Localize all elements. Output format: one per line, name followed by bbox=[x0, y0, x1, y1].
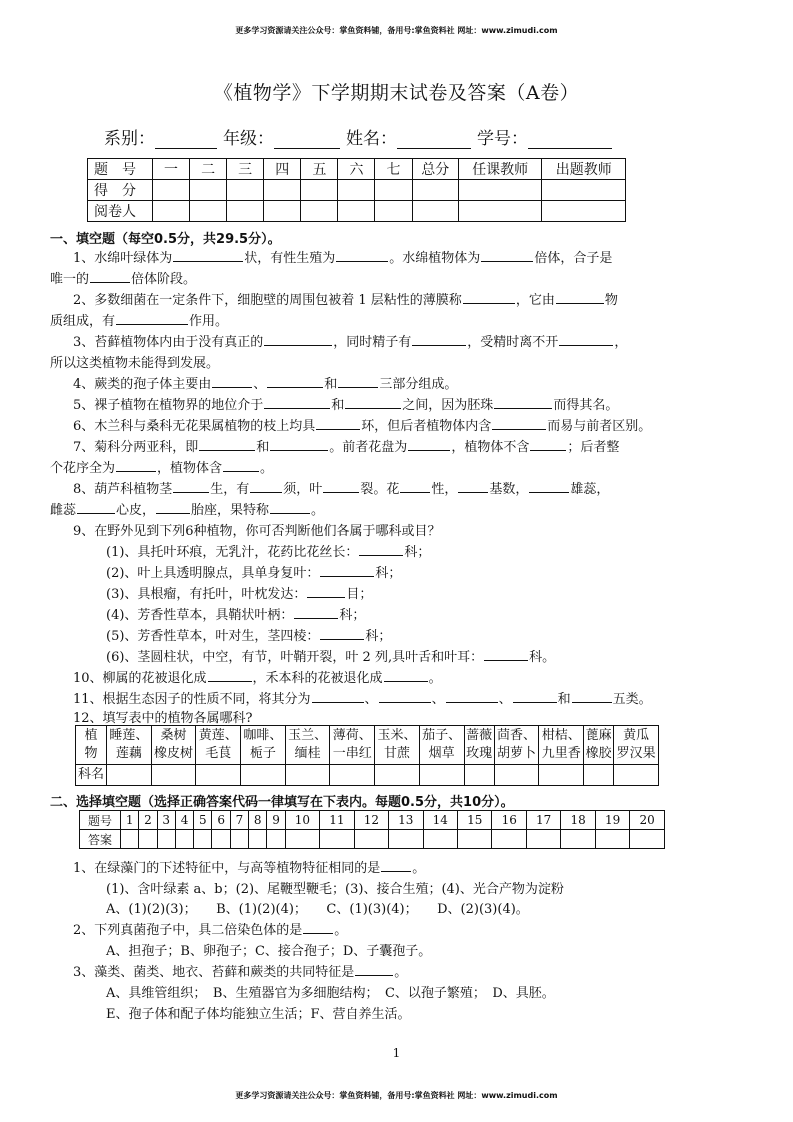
answer-table-row-label: 题号 bbox=[80, 811, 121, 830]
answer-blank[interactable] bbox=[379, 690, 431, 703]
answer-blank[interactable] bbox=[530, 438, 566, 451]
dept-label: 系别： bbox=[104, 129, 155, 149]
question-number: 5 bbox=[194, 811, 212, 830]
answer-blank[interactable] bbox=[338, 375, 378, 388]
answer-blank[interactable] bbox=[408, 438, 450, 451]
answer-cell[interactable] bbox=[458, 830, 492, 849]
grade-field[interactable] bbox=[274, 131, 340, 149]
grader-cell[interactable] bbox=[301, 201, 338, 222]
score-table-row-label: 得 分 bbox=[88, 180, 153, 201]
answer-blank[interactable] bbox=[208, 669, 252, 682]
answer-cell[interactable] bbox=[249, 830, 267, 849]
answer-blank[interactable] bbox=[173, 480, 209, 493]
answer-cell[interactable] bbox=[389, 830, 423, 849]
answer-blank[interactable] bbox=[116, 459, 156, 472]
question-number: 12 bbox=[354, 811, 388, 830]
question-7-cont: 个花序全为 ，植物体含 。 bbox=[50, 461, 274, 476]
question-1-cont: 唯一的 倍体阶段。 bbox=[50, 272, 197, 287]
score-cell[interactable] bbox=[458, 180, 541, 201]
question-9-item: (2)、叶上具透明腺点，具单身复叶： 科； bbox=[106, 566, 402, 581]
question-6: 6、木兰科与桑科无花果属植物的枝上均具 环，但后者植物体内含 而易与前者区别。 bbox=[73, 419, 652, 434]
plant-name-cell: 玉兰、 缅桂 bbox=[285, 726, 330, 765]
score-table-header: 四 bbox=[264, 159, 301, 180]
choice-question-3-options-cont: E、孢子体和配子体均能独立生活；F、营自养生活。 bbox=[106, 1007, 411, 1022]
grader-cell[interactable] bbox=[338, 201, 375, 222]
question-number: 19 bbox=[595, 811, 629, 830]
answer-cell[interactable] bbox=[285, 830, 319, 849]
question-number: 9 bbox=[267, 811, 285, 830]
answer-blank[interactable] bbox=[116, 312, 188, 325]
answer-blank[interactable] bbox=[312, 690, 364, 703]
score-table-header: 总分 bbox=[412, 159, 458, 180]
plant-name-cell: 睡莲、 莲藕 bbox=[107, 726, 152, 765]
answer-cell[interactable] bbox=[526, 830, 560, 849]
plant-table-row-label: 科名 bbox=[76, 765, 107, 786]
id-field[interactable] bbox=[528, 131, 612, 149]
question-3: 3、苔藓植物体内由于没有真正的 ，同时精子有 ，受精时离不开 ， bbox=[73, 335, 628, 350]
answer-blank[interactable] bbox=[355, 963, 393, 976]
answer-blank[interactable] bbox=[458, 480, 488, 493]
family-answer-cell[interactable] bbox=[375, 765, 420, 786]
score-table-header: 五 bbox=[301, 159, 338, 180]
answer-blank[interactable] bbox=[492, 417, 546, 430]
plant-name-cell: 茄子、 烟草 bbox=[419, 726, 464, 765]
grader-cell[interactable] bbox=[458, 201, 541, 222]
answer-cell[interactable] bbox=[157, 830, 175, 849]
answer-blank[interactable] bbox=[572, 690, 612, 703]
plant-name-cell: 蓖麻 橡胶 bbox=[584, 726, 614, 765]
family-answer-cell[interactable] bbox=[241, 765, 286, 786]
answer-blank[interactable] bbox=[484, 648, 528, 661]
question-2: 2、多数细菌在一定条件下，细胞壁的周围包被着 1 层粘性的薄膜称 ，它由 物 bbox=[73, 293, 618, 308]
score-table-header: 二 bbox=[190, 159, 227, 180]
score-table bbox=[87, 158, 626, 222]
answer-blank[interactable] bbox=[270, 438, 328, 451]
answer-blank[interactable] bbox=[559, 333, 613, 346]
question-number: 4 bbox=[175, 811, 193, 830]
question-number: 7 bbox=[230, 811, 248, 830]
question-9-item: (3)、具根瘤，有托叶，叶枕发达： 目； bbox=[106, 587, 373, 602]
question-9-item: (1)、具托叶环痕，无乳汁，花药比花丝长： 科； bbox=[106, 545, 431, 560]
answer-blank[interactable] bbox=[336, 249, 388, 262]
question-number: 15 bbox=[458, 811, 492, 830]
answer-blank[interactable] bbox=[264, 333, 332, 346]
choice-question-2-options: A、担孢子；B、卵孢子；C、接合孢子；D、子囊孢子。 bbox=[106, 944, 432, 959]
answer-blank[interactable] bbox=[173, 249, 243, 262]
plant-name-cell: 玉米、 甘蔗 bbox=[375, 726, 420, 765]
answer-cell[interactable] bbox=[492, 830, 526, 849]
plant-name-cell: 黄瓜 罗汉果 bbox=[614, 726, 659, 765]
id-label: 学号： bbox=[477, 129, 528, 149]
question-number: 16 bbox=[492, 811, 526, 830]
answer-cell[interactable] bbox=[630, 830, 665, 849]
question-8: 8、葫芦科植物茎 生，有 须，叶 裂。花 性， 基数， 雄蕊， bbox=[73, 482, 610, 497]
answer-blank[interactable] bbox=[359, 543, 403, 556]
plant-table bbox=[75, 725, 659, 786]
question-number: 14 bbox=[423, 811, 457, 830]
question-8-cont: 雌蕊 心皮， 胎座，果特称 。 bbox=[50, 503, 325, 518]
section2-heading: 二、选择填空题（选择正确答案代码一律填写在下表内。每题0.5分，共10分）。 bbox=[50, 795, 514, 810]
answer-cell[interactable] bbox=[175, 830, 193, 849]
question-number: 18 bbox=[561, 811, 595, 830]
family-answer-cell[interactable] bbox=[330, 765, 375, 786]
question-7: 7、菊科分两亚科，即 和 。前者花盘为 ，植物体不含 ；后者整 bbox=[73, 440, 620, 455]
answer-blank[interactable] bbox=[199, 438, 255, 451]
answer-blank[interactable] bbox=[223, 459, 259, 472]
answer-blank[interactable] bbox=[384, 669, 428, 682]
question-5: 5、裸子植物在植物界的地位介于 和 之间，因为胚珠 而得其名。 bbox=[73, 398, 619, 413]
answer-table-row-label: 答案 bbox=[80, 830, 121, 849]
score-cell[interactable] bbox=[152, 180, 189, 201]
answer-cell[interactable] bbox=[354, 830, 388, 849]
family-answer-cell[interactable] bbox=[614, 765, 659, 786]
grader-cell[interactable] bbox=[542, 201, 626, 222]
score-table-header: 任课教师 bbox=[458, 159, 541, 180]
answer-blank[interactable] bbox=[77, 501, 115, 514]
family-answer-cell[interactable] bbox=[494, 765, 539, 786]
score-table-header: 一 bbox=[152, 159, 189, 180]
answer-blank[interactable] bbox=[294, 606, 338, 619]
answer-blank[interactable] bbox=[264, 396, 330, 409]
header-banner: 更多学习资源请关注公众号：掌鱼资料铺，备用号:掌鱼资料社 网址：www.zimudi.com bbox=[235, 26, 558, 35]
answer-blank[interactable] bbox=[316, 417, 360, 430]
answer-cell[interactable] bbox=[121, 830, 139, 849]
answer-cell[interactable] bbox=[212, 830, 230, 849]
question-12: 12、填写表中的植物各属哪科? bbox=[73, 711, 253, 726]
answer-cell[interactable] bbox=[595, 830, 629, 849]
answer-blank[interactable] bbox=[303, 921, 333, 934]
answer-cell[interactable] bbox=[267, 830, 285, 849]
grader-cell[interactable] bbox=[190, 201, 227, 222]
score-cell[interactable] bbox=[338, 180, 375, 201]
grader-cell[interactable] bbox=[227, 201, 264, 222]
answer-blank[interactable] bbox=[513, 690, 557, 703]
answer-cell[interactable] bbox=[320, 830, 354, 849]
choice-question-1-features: (1)、含叶绿素 a、b；(2)、尾鞭型鞭毛；(3)、接合生殖；(4)、光合产物为淀粉 bbox=[106, 882, 564, 897]
question-number: 17 bbox=[526, 811, 560, 830]
question-9: 9、在野外见到下列6种植物，你可否判断他们各属于哪科或目？ bbox=[73, 524, 441, 539]
score-cell[interactable] bbox=[301, 180, 338, 201]
plant-name-cell: 黄莲、 毛茛 bbox=[196, 726, 241, 765]
score-table-header: 出题教师 bbox=[542, 159, 626, 180]
answer-blank[interactable] bbox=[345, 396, 401, 409]
question-number: 6 bbox=[212, 811, 230, 830]
question-number: 2 bbox=[139, 811, 157, 830]
answer-cell[interactable] bbox=[194, 830, 212, 849]
score-cell[interactable] bbox=[375, 180, 412, 201]
plant-name-cell: 桑树 橡皮树 bbox=[151, 726, 196, 765]
question-9-item: (4)、芳香性草本，具鞘状叶柄： 科； bbox=[106, 608, 366, 623]
footer-banner: 更多学习资源请关注公众号：掌鱼资料铺，备用号:掌鱼资料社 网址：www.zimudi.com bbox=[235, 1091, 558, 1100]
choice-question-2: 2、下列真菌孢子中，具二倍染色体的是 。 bbox=[73, 923, 348, 938]
question-9-item: (6)、茎圆柱状，中空，有节，叶鞘开裂，叶 2 列,具叶舌和叶耳： 科。 bbox=[106, 650, 556, 665]
answer-blank[interactable] bbox=[307, 585, 345, 598]
answer-cell[interactable] bbox=[230, 830, 248, 849]
grader-cell[interactable] bbox=[264, 201, 301, 222]
name-label: 姓名： bbox=[346, 129, 397, 149]
plant-name-cell: 茴香、 胡萝卜 bbox=[494, 726, 539, 765]
family-answer-cell[interactable] bbox=[464, 765, 494, 786]
answer-cell[interactable] bbox=[561, 830, 595, 849]
question-1: 1、水绵叶绿体为 状，有性生殖为 。水绵植物体为 倍体，合子是 bbox=[73, 251, 613, 266]
answer-blank[interactable] bbox=[90, 270, 130, 283]
answer-blank[interactable] bbox=[381, 859, 411, 872]
plant-name-cell: 柑桔、 九里香 bbox=[539, 726, 584, 765]
answer-blank[interactable] bbox=[323, 480, 359, 493]
plant-name-cell: 薄荷、 一串红 bbox=[330, 726, 375, 765]
grader-cell[interactable] bbox=[152, 201, 189, 222]
score-table-header: 三 bbox=[227, 159, 264, 180]
family-answer-cell[interactable] bbox=[196, 765, 241, 786]
question-11: 11、根据生态因子的性质不同，将其分为 、 、 、 和 五类。 bbox=[73, 692, 652, 707]
question-number: 3 bbox=[157, 811, 175, 830]
family-answer-cell[interactable] bbox=[285, 765, 330, 786]
question-10: 10、柳属的花被退化成 ，禾本科的花被退化成 。 bbox=[73, 671, 442, 686]
score-table-header: 七 bbox=[375, 159, 412, 180]
question-4: 4、蕨类的孢子体主要由 、 和 三部分组成。 bbox=[73, 377, 458, 392]
answer-blank[interactable] bbox=[463, 291, 515, 304]
student-info bbox=[104, 124, 618, 149]
grader-cell[interactable] bbox=[412, 201, 458, 222]
section1-heading: 一、填空题（每空0.5分，共29.5分）。 bbox=[50, 232, 281, 247]
score-cell[interactable] bbox=[227, 180, 264, 201]
family-answer-cell[interactable] bbox=[151, 765, 196, 786]
score-cell[interactable] bbox=[542, 180, 626, 201]
answer-blank[interactable] bbox=[494, 396, 552, 409]
score-cell[interactable] bbox=[264, 180, 301, 201]
answer-cell[interactable] bbox=[139, 830, 157, 849]
page-title: 《植物学》下学期期末试卷及答案（A卷） bbox=[213, 82, 580, 104]
question-number: 20 bbox=[630, 811, 665, 830]
question-3-cont: 所以这类植物未能得到发展。 bbox=[50, 356, 220, 371]
answer-blank[interactable] bbox=[320, 564, 374, 577]
question-number: 1 bbox=[121, 811, 139, 830]
choice-question-3-options: A、具维管组织； B、生殖器官为多细胞结构； C、以孢子繁殖； D、具胚。 bbox=[106, 986, 555, 1001]
plant-table-row-label: 植 物 bbox=[76, 726, 107, 765]
question-number: 8 bbox=[249, 811, 267, 830]
family-answer-cell[interactable] bbox=[419, 765, 464, 786]
family-answer-cell[interactable] bbox=[107, 765, 152, 786]
question-2-cont: 质组成，有 作用。 bbox=[50, 314, 229, 329]
answer-blank[interactable] bbox=[446, 690, 498, 703]
answer-blank[interactable] bbox=[320, 627, 364, 640]
name-field[interactable] bbox=[397, 131, 471, 149]
answer-blank[interactable] bbox=[400, 480, 430, 493]
page-number: 1 bbox=[392, 1046, 401, 1060]
score-table-row-label: 题 号 bbox=[88, 159, 153, 180]
score-table-header: 六 bbox=[338, 159, 375, 180]
question-number: 13 bbox=[389, 811, 423, 830]
choice-question-1: 1、在绿藻门的下述特征中，与高等植物特征相同的是 。 bbox=[73, 861, 426, 876]
choice-question-1-options: A、(1)(2)(3)； B、(1)(2)(4)； C、(1)(3)(4)； D、(2)(3)(4)。 bbox=[106, 902, 529, 917]
answer-blank[interactable] bbox=[529, 480, 569, 493]
grader-cell[interactable] bbox=[375, 201, 412, 222]
question-number: 11 bbox=[320, 811, 354, 830]
family-answer-cell[interactable] bbox=[584, 765, 614, 786]
plant-name-cell: 咖啡、 栀子 bbox=[241, 726, 286, 765]
dept-field[interactable] bbox=[155, 131, 217, 149]
answer-blank[interactable] bbox=[156, 501, 190, 514]
answer-cell[interactable] bbox=[423, 830, 457, 849]
score-cell[interactable] bbox=[412, 180, 458, 201]
answer-blank[interactable] bbox=[212, 375, 252, 388]
score-table-row-label: 阅卷人 bbox=[88, 201, 153, 222]
answer-blank[interactable] bbox=[250, 480, 282, 493]
answer-table bbox=[79, 810, 665, 849]
question-9-item: (5)、芳香性草本，叶对生，茎四棱： 科； bbox=[106, 629, 392, 644]
grade-label: 年级： bbox=[223, 129, 274, 149]
answer-blank[interactable] bbox=[270, 501, 310, 514]
score-cell[interactable] bbox=[190, 180, 227, 201]
choice-question-3: 3、藻类、菌类、地衣、苔藓和蕨类的共同特征是 。 bbox=[73, 965, 408, 980]
answer-blank[interactable] bbox=[267, 375, 323, 388]
question-number: 10 bbox=[285, 811, 319, 830]
answer-blank[interactable] bbox=[556, 291, 604, 304]
answer-blank[interactable] bbox=[412, 333, 466, 346]
plant-name-cell: 蔷薇 玫瑰 bbox=[464, 726, 494, 765]
family-answer-cell[interactable] bbox=[539, 765, 584, 786]
answer-blank[interactable] bbox=[481, 249, 533, 262]
